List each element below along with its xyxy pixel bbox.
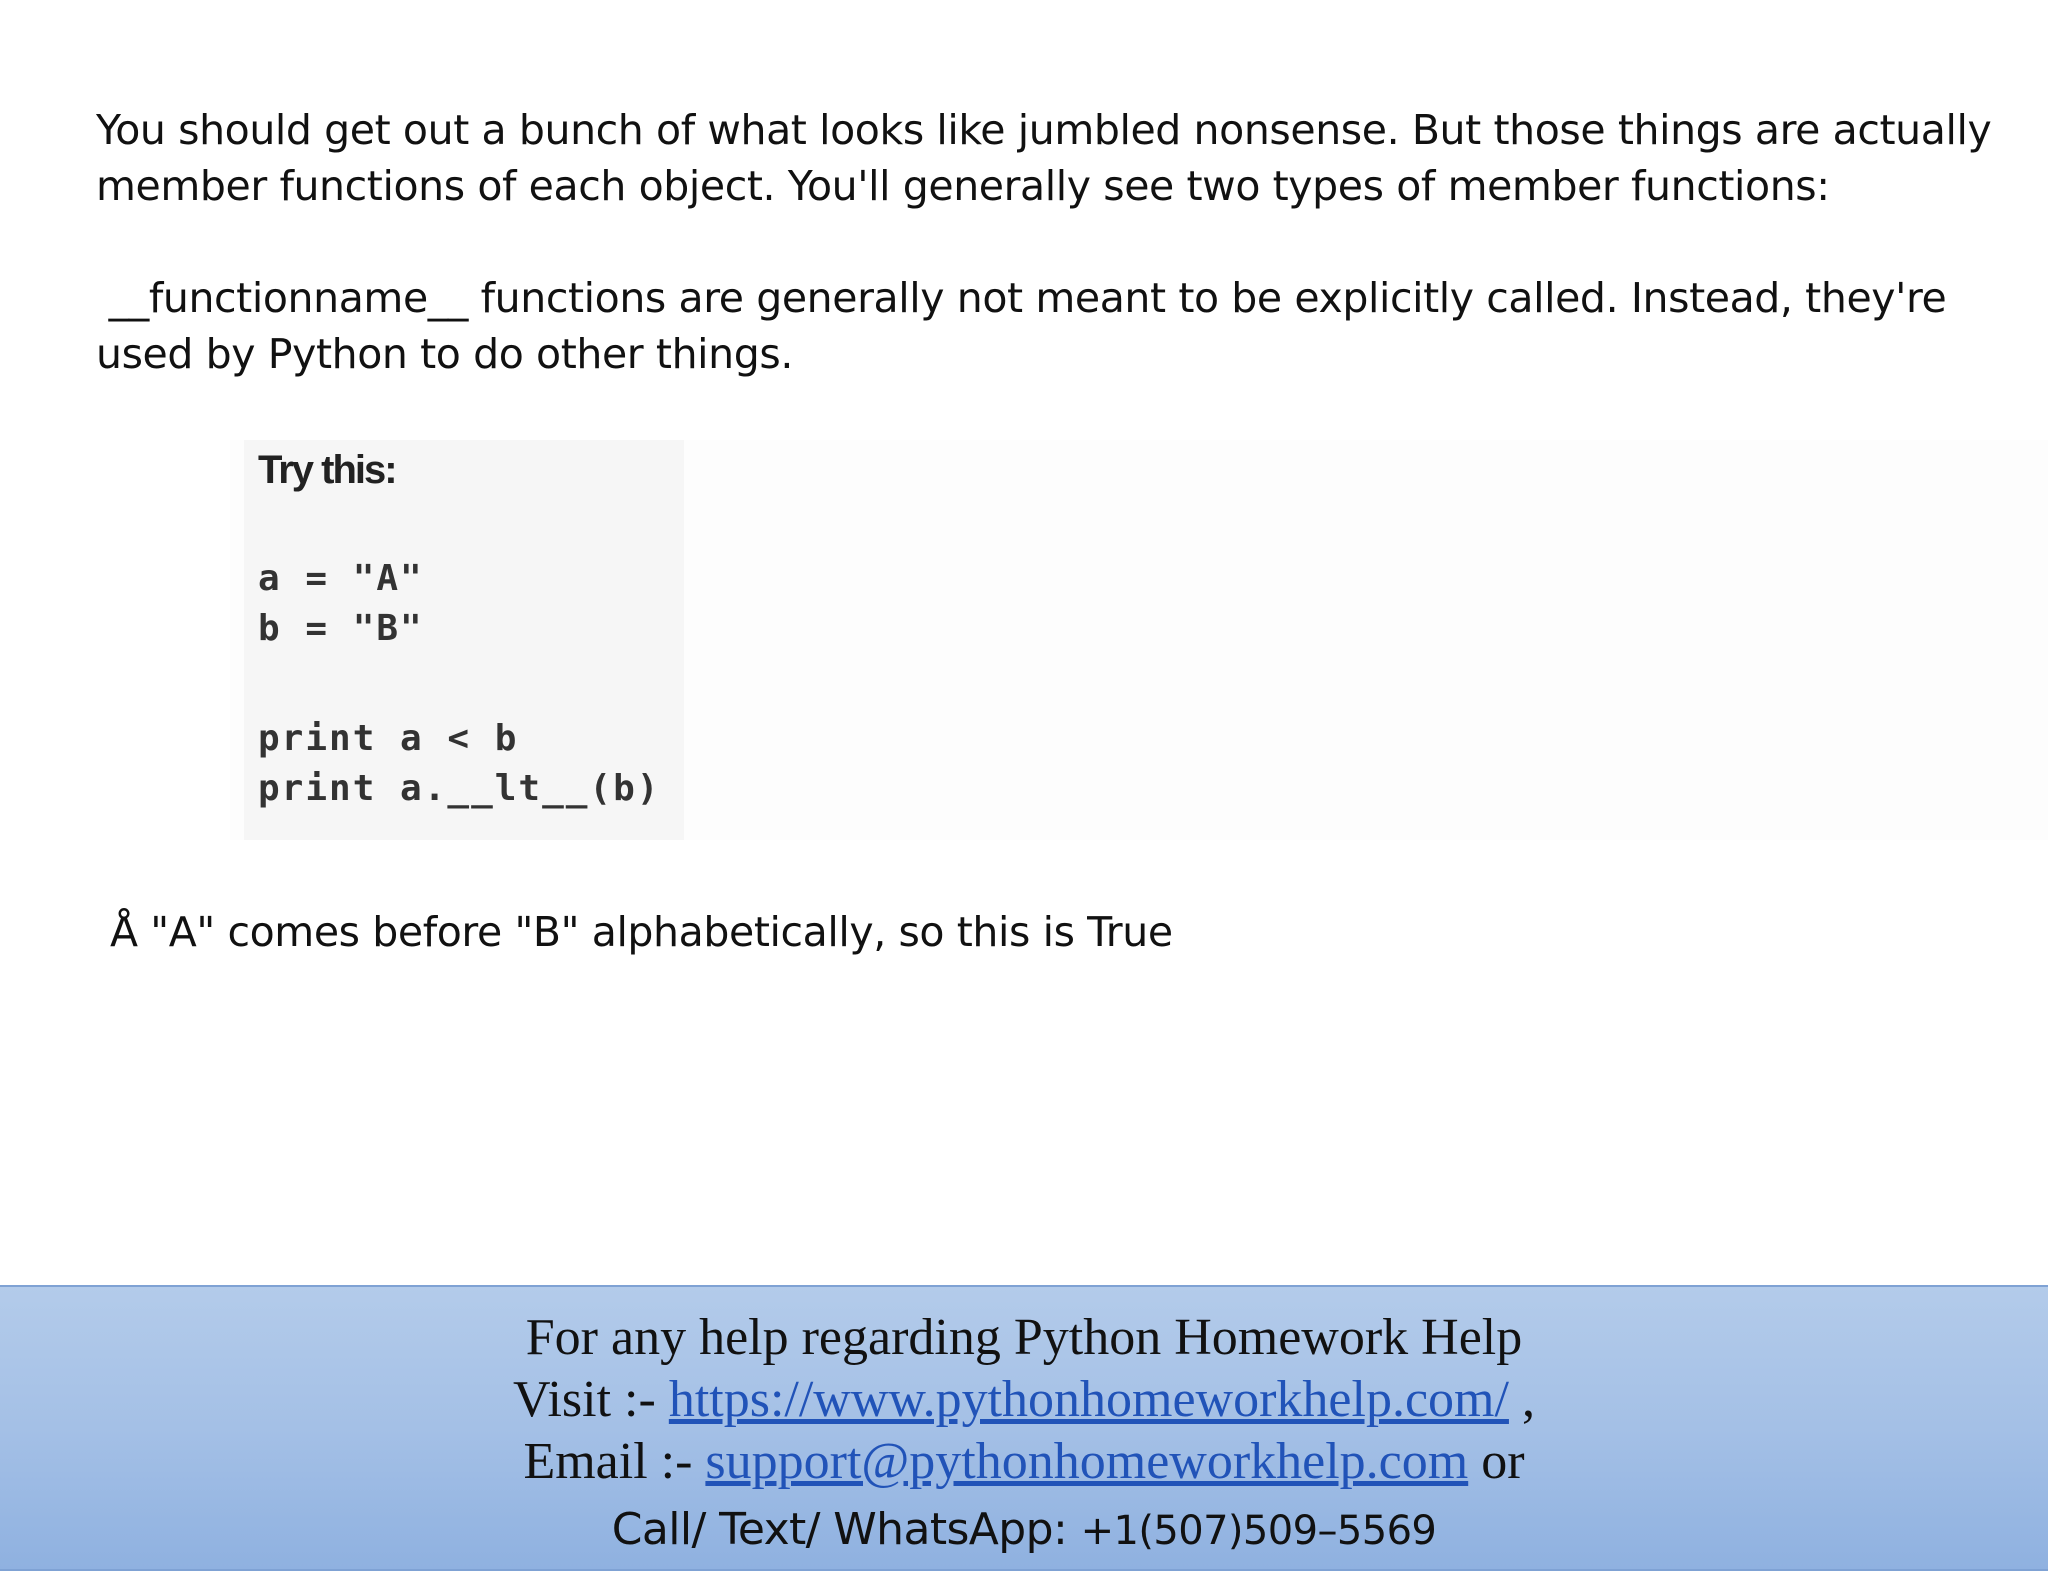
functionname-paragraph — [96, 270, 1976, 382]
phone-number[interactable]: +1(507)509–5569 — [1080, 1508, 1437, 1554]
email-link[interactable]: support@pythonhomeworkhelp.com — [705, 1433, 1469, 1490]
visit-suffix: , — [1508, 1371, 1535, 1428]
visit-label: Visit :- — [513, 1371, 669, 1428]
code-line-print-compare: print a < b — [258, 718, 519, 759]
website-link[interactable]: https://www.pythonhomeworkhelp.com/ — [668, 1371, 1509, 1428]
code-example-panel — [244, 440, 684, 840]
footer-help-line: For any help regarding Python Homework Help — [525, 1309, 1523, 1366]
functionname-paragraph-line-2: used by Python to do other things. — [96, 330, 793, 378]
code-line-a-assign: a = "A" — [258, 558, 424, 599]
functionname-paragraph-line-1: __functionname__ functions are generally not meant to be explicitly called. Instead, they're — [96, 274, 1947, 322]
code-example-image — [230, 440, 2048, 840]
footer-visit-line — [0, 1369, 2048, 1431]
intro-paragraph-line-1: You should get out a bunch of what looks like jumbled nonsense. But those things are actually — [96, 106, 1992, 154]
email-suffix: or — [1468, 1433, 1525, 1490]
footer-email-line — [0, 1431, 2048, 1493]
try-this-heading: Try this: — [258, 448, 396, 492]
intro-paragraph — [96, 102, 1992, 214]
intro-paragraph-line-2: member functions of each object. You'll generally see two types of member functions: — [96, 162, 1830, 210]
call-label: Call/ Text/ WhatsApp: — [611, 1504, 1081, 1555]
code-line-print-lt: print a.__lt__(b) — [258, 768, 661, 809]
contact-footer — [0, 1285, 2048, 1571]
footer-call-line — [0, 1499, 2048, 1562]
email-label: Email :- — [523, 1433, 706, 1490]
code-line-b-assign: b = "B" — [258, 608, 424, 649]
result-note: Å "A" comes before "B" alphabetically, so this is True — [110, 908, 1173, 956]
